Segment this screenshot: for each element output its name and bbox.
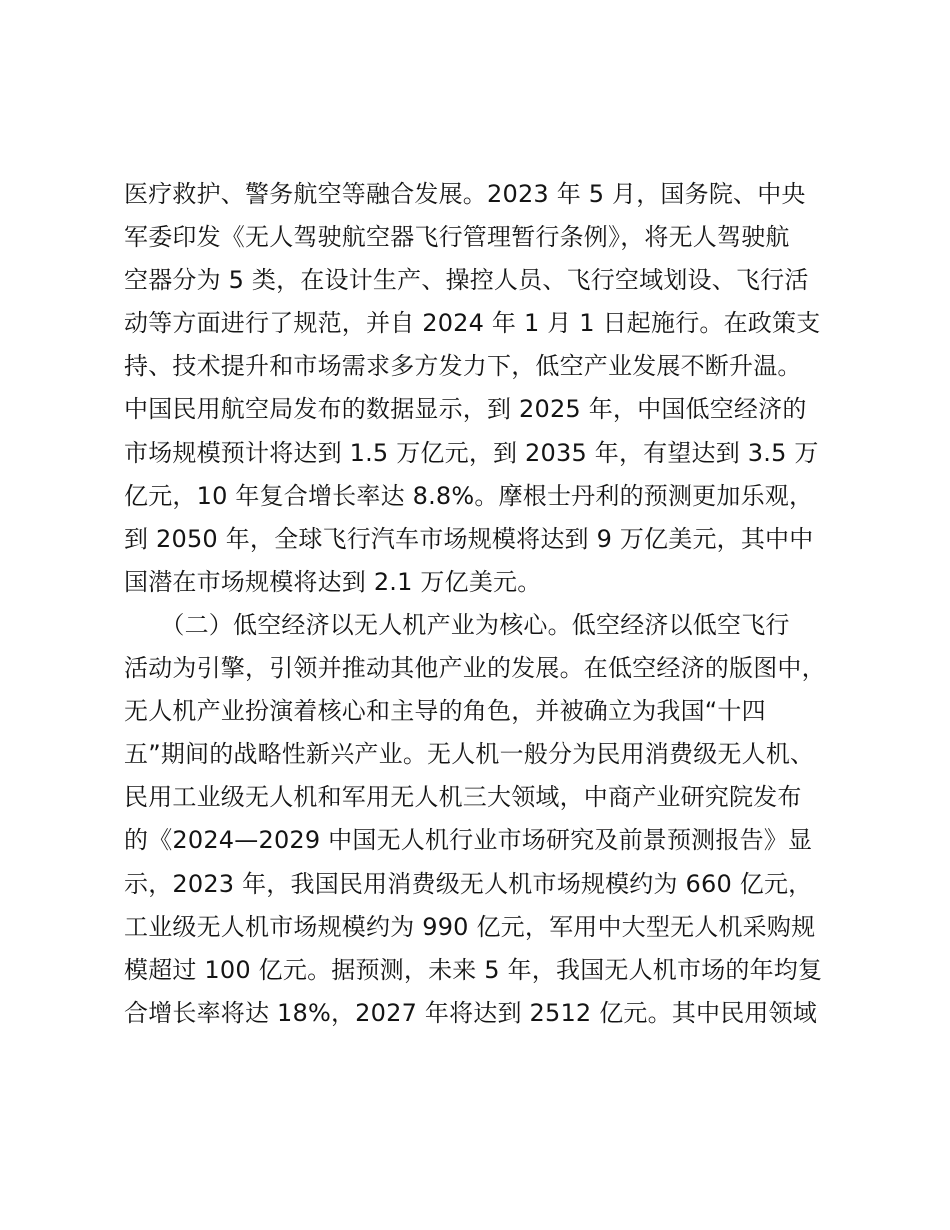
- body-text: [124, 173, 844, 1035]
- text-line-7: 市场规模预计将达到 1.5 万亿元，到 2035 年，有望达到 3.5 万: [124, 438, 819, 467]
- text-line-20: 合增长率将达 18%，2027 年将达到 2512 亿元。其中民用领域: [124, 998, 818, 1027]
- text-line-13: 无人机产业扮演着核心和主导的角色，并被确立为我国“十四: [124, 697, 766, 726]
- text-line-1: 医疗救护、警务航空等融合发展。2023 年 5 月，国务院、中央: [124, 180, 806, 208]
- text-line-16: 的《2024—2029 中国无人机行业市场研究及前景预测报告》显: [124, 826, 813, 855]
- section-heading-line: （二）低空经济以无人机产业为核心。低空经济以低空飞行: [124, 610, 790, 639]
- text-line-3: 空器分为 5 类，在设计生产、操控人员、飞行空域划设、飞行活: [124, 266, 809, 295]
- text-line-4: 动等方面进行了规范，并自 2024 年 1 月 1 日起施行。在政策支: [124, 309, 821, 338]
- text-line-8: 亿元，10 年复合增长率达 8.8%。摩根士丹利的预测更加乐观，: [124, 481, 814, 510]
- text-line-2: 军委印发《无人驾驶航空器飞行管理暂行条例》，将无人驾驶航: [124, 223, 790, 252]
- text-line-9: 到 2050 年，全球飞行汽车市场规模将达到 9 万亿美元，其中中: [124, 524, 814, 553]
- text-line-10: 国潜在市场规模将达到 2.1 万亿美元。: [124, 567, 542, 596]
- text-line-5: 持、技术提升和市场需求多方发力下，低空产业发展不断升温。: [124, 352, 802, 381]
- text-line-12: 活动为引擎，引领并推动其他产业的发展。在低空经济的版图中，: [124, 654, 826, 683]
- text-line-14: 五”期间的战略性新兴产业。无人机一般分为民用消费级无人机、: [124, 740, 815, 769]
- text-line-15: 民用工业级无人机和军用无人机三大领域，中商产业研究院发布: [124, 783, 802, 812]
- text-line-19: 模超过 100 亿元。据预测，未来 5 年，我国无人机市场的年均复: [124, 955, 823, 984]
- text-line-6: 中国民用航空局发布的数据显示，到 2025 年，中国低空经济的: [124, 395, 807, 424]
- text-line-17: 示，2023 年，我国民用消费级无人机市场规模约为 660 亿元，: [124, 869, 813, 898]
- text-line-18: 工业级无人机市场规模约为 990 亿元，军用中大型无人机采购规: [124, 912, 816, 941]
